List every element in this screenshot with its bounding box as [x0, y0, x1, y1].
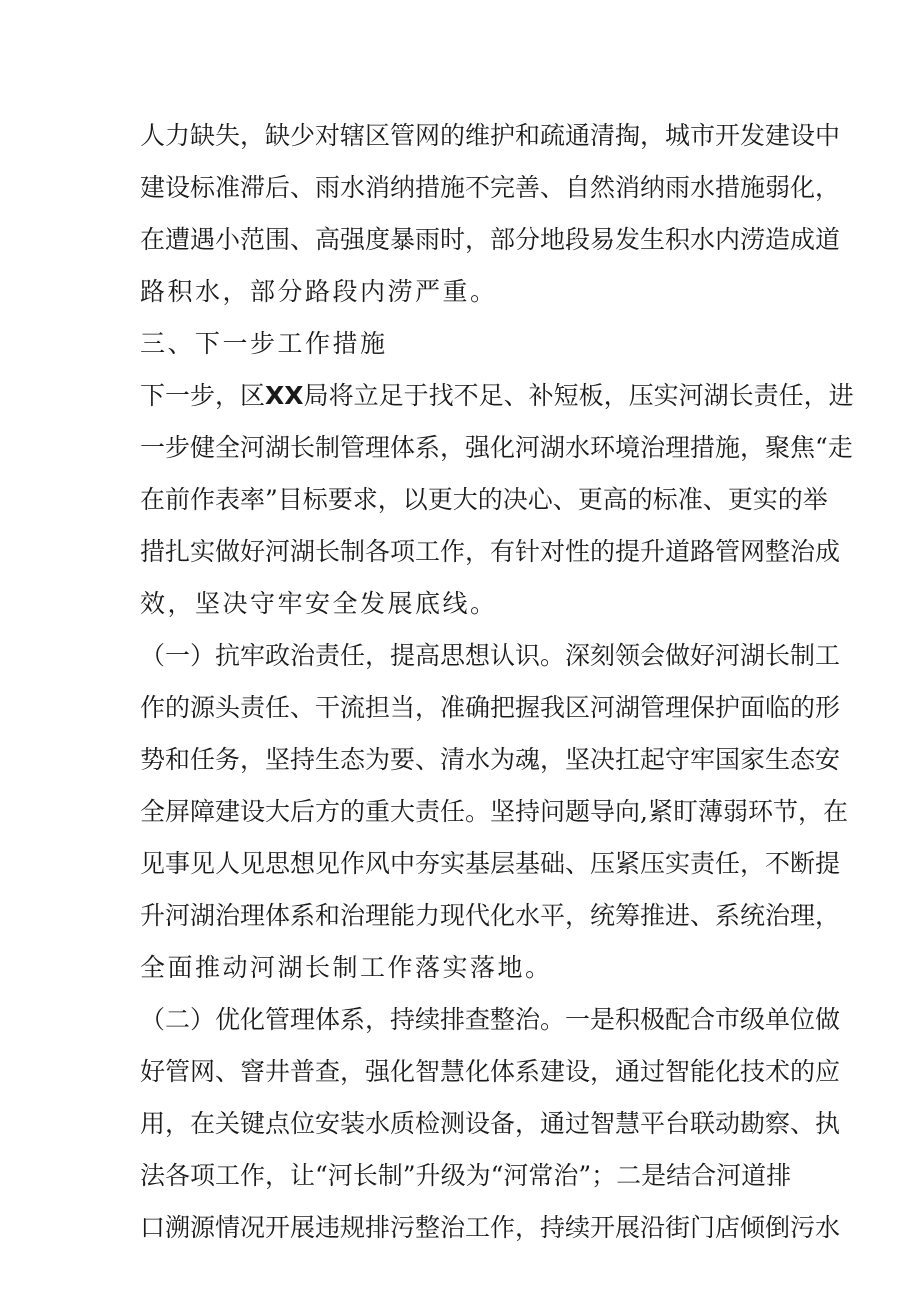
text-line: 在遭遇小范围、高强度暴雨时，部分地段易发生积水内涝造成道	[140, 225, 841, 254]
text-line: 路积水，部分路段内涝严重。	[140, 277, 498, 306]
section-heading: 三、下一步工作措施	[140, 329, 388, 358]
text-line: 作的源头责任、干流担当，准确把握我区河湖管理保护面临的形	[140, 693, 841, 722]
text-line: 好管网、窨井普查，强化智慧化体系建设，通过智能化技术的应	[140, 1057, 841, 1086]
text-line	[140, 381, 854, 410]
text-line: 升河湖治理体系和治理能力现代化水平，统筹推进、系统治理，	[140, 901, 841, 930]
text-line: 效，坚决守牢安全发展底线。	[140, 589, 498, 618]
text-line: 人力缺失，缺少对辖区管网的维护和疏通清掏，城市开发建设中	[140, 121, 841, 150]
text-line: 措扎实做好河湖长制各项工作，有针对性的提升道路管网整治成	[140, 537, 841, 566]
text-line: 全面推动河湖长制工作落实落地。	[140, 953, 553, 982]
text-line: （二）优化管理体系，持续排查整治。一是积极配合市级单位做	[140, 1005, 841, 1034]
placeholder-code: XX	[265, 381, 304, 410]
text-line: 一步健全河湖长制管理体系，强化河湖水环境治理措施，聚焦“走	[140, 433, 853, 462]
text-segment: 下一步，区	[140, 381, 266, 410]
text-line: 口溯源情况开展违规排污整治工作，持续开展沿街门店倾倒污水	[140, 1213, 841, 1242]
text-line: 法各项工作，让“河长制”升级为“河常治”；二是结合河道排	[140, 1161, 792, 1190]
text-line: 全屏障建设大后方的重大责任。坚持问题导向,紧盯薄弱环节，在	[140, 797, 848, 826]
text-line: 见事见人见思想见作风中夯实基层基础、压紧压实责任，不断提	[140, 849, 841, 878]
text-line: 用，在关键点位安装水质检测设备，通过智慧平台联动勘察、执	[140, 1109, 841, 1138]
text-line: 在前作表率”目标要求，以更大的决心、更高的标准、更实的举	[140, 485, 828, 514]
text-segment: 局将立足于找不足、补短板，压实河湖长责任，进	[303, 381, 854, 410]
text-line: 势和任务，坚持生态为要、清水为魂，坚决扛起守牢国家生态安	[140, 745, 841, 774]
text-line: （一）抗牢政治责任，提高思想认识。深刻领会做好河湖长制工	[140, 641, 841, 670]
text-line: 建设标准滞后、雨水消纳措施不完善、自然消纳雨水措施弱化，	[140, 173, 841, 202]
